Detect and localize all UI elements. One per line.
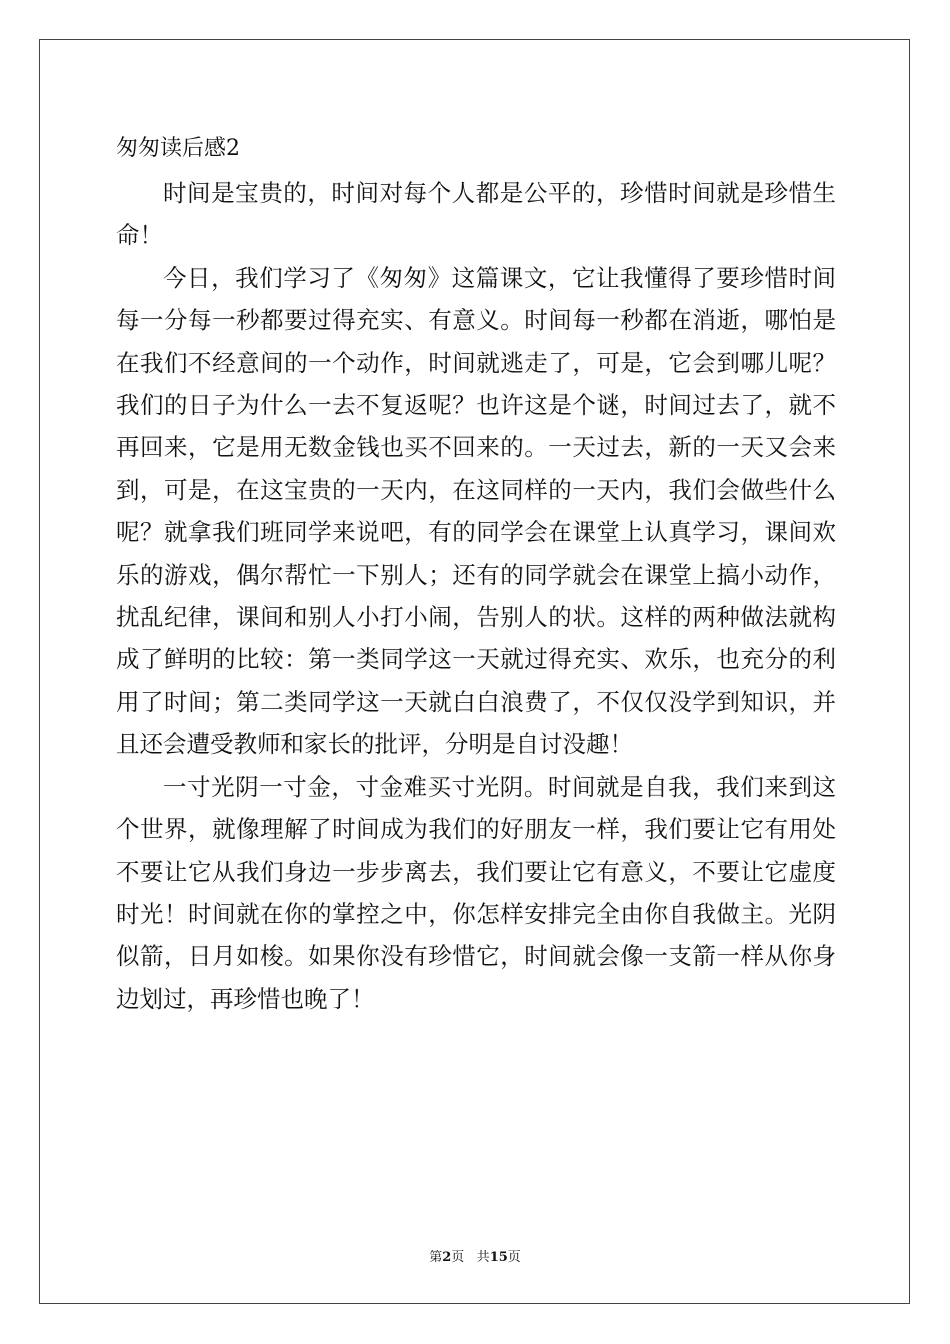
page-footer [0,1250,950,1266]
footer-total-pages: 15 [489,1250,508,1265]
document-title: 匆匆读后感2 [116,136,240,161]
paragraph-3: 一寸光阴一寸金，寸金难买寸光阴。时间就是自我，我们来到这个世界，就像理解了时间成为我们的好朋友一样，我们要让它有用处不要让它从我们身边一步步离去，我们要让它有意义，不要让它虚度时光！时间就在你的掌控之中，你怎样安排完全由你自我做主。光阴似箭，日月如梭。如果你没有珍惜它，时间就会像一支箭一样从你身边划过，再珍惜也晚了！ [116,772,836,1013]
footer-total-prefix: 共 [476,1250,490,1265]
paragraph-1: 时间是宝贵的，时间对每个人都是公平的，珍惜时间就是珍惜生命！ [116,179,836,250]
paragraph-2: 今日，我们学习了《匆匆》这篇课文，它让我懂得了要珍惜时间每一分每一秒都要过得充实、有意义。时间每一秒都在消逝，哪怕是在我们不经意间的一个动作，时间就逃走了，可是，它会到哪儿呢？我们的日子为什么一去不复返呢？也许这是个谜，时间过去了，就不再回来，它是用无数金钱也买不回来的。一天过去，新的一天又会来到，可是，在这宝贵的一天内，在这同样的一天内，我们会做些什么呢？就拿我们班同学来说吧，有的同学会在课堂上认真学习，课间欢乐的游戏，偶尔帮忙一下别人；还有的同学就会在课堂上搞小动作，扰乱纪律，课间和别人小打小闹，告别人的状。这样的两种做法就构成了鲜明的比较：第一类同学这一天就过得充实、欢乐，也充分的利用了时间；第二类同学这一天就白白浪费了，不仅仅没学到知识，并且还会遭受教师和家长的批评，分明是自讨没趣！ [116,263,836,759]
footer-page-suffix: 页 [451,1250,465,1265]
footer-total-suffix: 页 [507,1250,521,1265]
document-body [116,126,836,1020]
footer-page-number: 2 [442,1250,452,1265]
footer-page-prefix: 第 [429,1250,443,1265]
